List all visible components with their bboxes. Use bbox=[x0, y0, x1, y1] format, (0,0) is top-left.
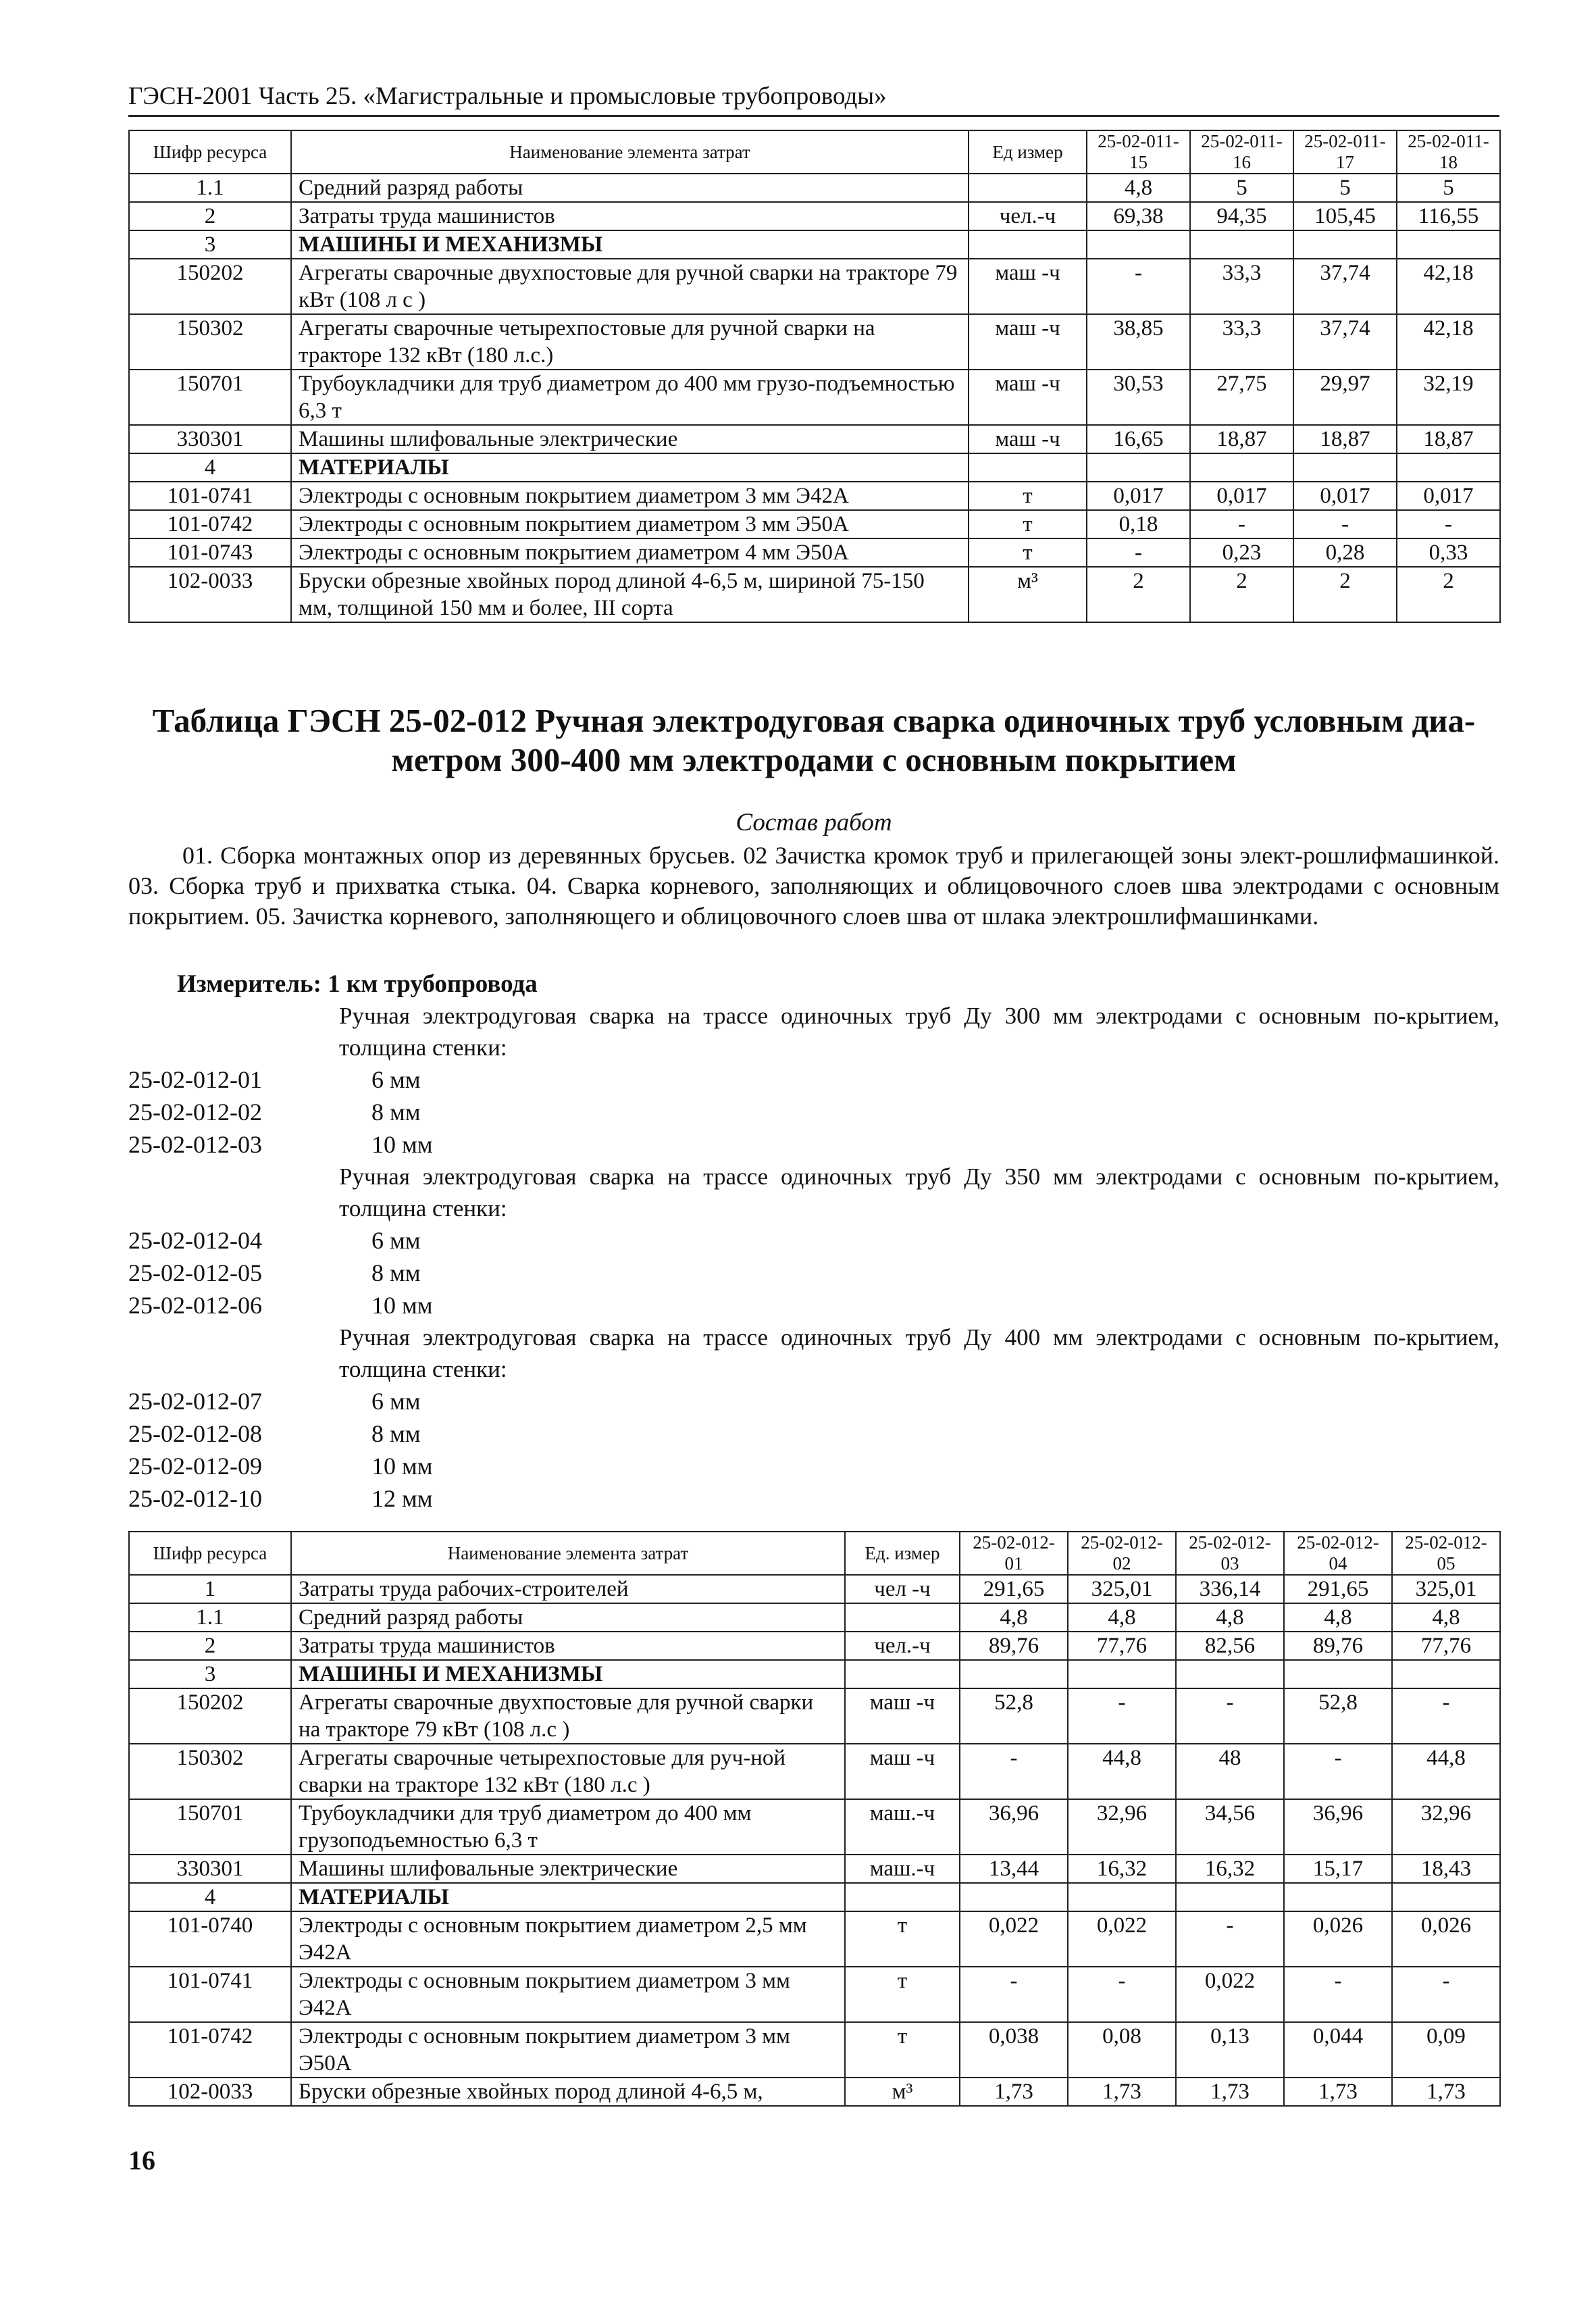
resource-value: - bbox=[1176, 1688, 1284, 1744]
resource-code: 330301 bbox=[129, 1855, 291, 1883]
resource-value: 291,65 bbox=[960, 1575, 1068, 1603]
norm-code: 25-02-012-04 bbox=[128, 1227, 262, 1254]
resource-value: 37,74 bbox=[1293, 314, 1397, 370]
resource-code: 101-0741 bbox=[129, 1967, 291, 2022]
resource-value: 0,017 bbox=[1190, 482, 1293, 510]
resource-code: 330301 bbox=[129, 425, 291, 453]
resource-value: 34,56 bbox=[1176, 1799, 1284, 1855]
resource-value: 0,022 bbox=[1176, 1967, 1284, 2022]
resource-unit: маш -ч bbox=[845, 1744, 960, 1799]
norm-code: 25-02-012-09 bbox=[128, 1453, 262, 1480]
resource-value: 77,76 bbox=[1068, 1632, 1176, 1660]
resource-name: Электроды с основным покрытием диаметром 4 мм Э50А bbox=[291, 538, 969, 567]
resource-value: - bbox=[1087, 259, 1190, 314]
resource-name: Электроды с основным покрытием диаметром 3 мм Э42А bbox=[291, 1967, 845, 2022]
resource-name: Агрегаты сварочные четырехпостовые для ручной сварки на тракторе 132 кВт (180 л.с.) bbox=[291, 314, 969, 370]
resource-name: Электроды с основным покрытием диаметром 3 мм Э50А bbox=[291, 2022, 845, 2078]
resource-name: Машины шлифовальные электрические bbox=[291, 425, 969, 453]
resource-value: 44,8 bbox=[1392, 1744, 1500, 1799]
resource-code: 101-0743 bbox=[129, 538, 291, 567]
resource-value: 4,8 bbox=[960, 1603, 1068, 1632]
resource-unit: маш -ч bbox=[969, 425, 1087, 453]
resource-unit bbox=[969, 230, 1087, 259]
resource-name: МАТЕРИАЛЫ bbox=[291, 1883, 845, 1911]
resource-value: - bbox=[1176, 1911, 1284, 1967]
header-col-5: 25-02-012-05 bbox=[1392, 1532, 1500, 1575]
norm-code: 25-02-012-06 bbox=[128, 1292, 262, 1319]
resource-value: 42,18 bbox=[1397, 259, 1500, 314]
resource-value: 13,44 bbox=[960, 1855, 1068, 1883]
resource-unit: м³ bbox=[969, 567, 1087, 622]
table-row bbox=[129, 538, 1500, 567]
group-description: Ручная электродуговая сварка на трассе одиночных труб Ду 350 мм электродами с основным по-крытием, толщина стенки: bbox=[339, 1163, 1499, 1222]
resource-value: 1,73 bbox=[1284, 2078, 1392, 2106]
header-col-2: 25-02-011-16 bbox=[1190, 130, 1293, 174]
resource-value: 27,75 bbox=[1190, 370, 1293, 425]
resource-table-012 bbox=[128, 1531, 1501, 2107]
norm-entry bbox=[128, 1385, 1499, 1417]
resource-value bbox=[1284, 1883, 1392, 1911]
wall-thickness: 8 мм bbox=[371, 1099, 421, 1126]
resource-unit: т bbox=[845, 2022, 960, 2078]
header-col-4: 25-02-011-18 bbox=[1397, 130, 1500, 174]
resource-value: - bbox=[1068, 1967, 1176, 2022]
resource-value: - bbox=[1397, 510, 1500, 538]
resource-code: 2 bbox=[129, 202, 291, 230]
resource-value: 15,17 bbox=[1284, 1855, 1392, 1883]
resource-code: 150202 bbox=[129, 259, 291, 314]
resource-value bbox=[1293, 230, 1397, 259]
resource-value: 325,01 bbox=[1392, 1575, 1500, 1603]
wall-thickness: 6 мм bbox=[371, 1066, 421, 1093]
group-description: Ручная электродуговая сварка на трассе одиночных труб Ду 300 мм электродами с основным по-крытием, толщина стенки: bbox=[339, 1003, 1499, 1061]
resource-name: Электроды с основным покрытием диаметром 3 мм Э42А bbox=[291, 482, 969, 510]
resource-value: 16,32 bbox=[1176, 1855, 1284, 1883]
header-col-2: 25-02-012-02 bbox=[1068, 1532, 1176, 1575]
table-row bbox=[129, 370, 1500, 425]
norm-code: 25-02-012-07 bbox=[128, 1388, 262, 1415]
table-row bbox=[129, 2022, 1500, 2078]
resource-code: 4 bbox=[129, 1883, 291, 1911]
table-row bbox=[129, 482, 1500, 510]
resource-value: 36,96 bbox=[960, 1799, 1068, 1855]
group-description: Ручная электродуговая сварка на трассе одиночных труб Ду 400 мм электродами с основным по-крытием, толщина стенки: bbox=[339, 1324, 1499, 1382]
resource-value: - bbox=[1284, 1967, 1392, 2022]
resource-unit: чел.-ч bbox=[969, 202, 1087, 230]
resource-value: 0,017 bbox=[1087, 482, 1190, 510]
resource-value: 4,8 bbox=[1176, 1603, 1284, 1632]
section-row bbox=[129, 230, 1500, 259]
resource-code: 102-0033 bbox=[129, 567, 291, 622]
resource-code: 3 bbox=[129, 230, 291, 259]
resource-value bbox=[1392, 1883, 1500, 1911]
header-code: Шифр ресурса bbox=[129, 130, 291, 174]
works-description: 01. Сборка монтажных опор из деревянных брусьев. 02 Зачистка кромок труб и прилегающей зоны элект-рошлифмашинкой. 03. Сборка труб и прихватка стыка. 04. Сварка корневого, заполняющих и облицовочного слоев шва электродами с основным покрытием. 05. Зачистка корневого, заполняющего и облицовочного слоев шва от шлака электрошлифмашинками. bbox=[128, 842, 1499, 930]
resource-value: 2 bbox=[1293, 567, 1397, 622]
resource-value: 4,8 bbox=[1068, 1603, 1176, 1632]
table-row bbox=[129, 314, 1500, 370]
norm-code: 25-02-012-05 bbox=[128, 1259, 262, 1286]
resource-value: - bbox=[1284, 1744, 1392, 1799]
resource-table-011-body bbox=[129, 130, 1500, 622]
resource-value: 116,55 bbox=[1397, 202, 1500, 230]
table-row bbox=[129, 259, 1500, 314]
page-number: 16 bbox=[128, 2145, 155, 2175]
resource-code: 150302 bbox=[129, 314, 291, 370]
resource-value: - bbox=[960, 1967, 1068, 2022]
table-row bbox=[129, 1575, 1500, 1603]
resource-name: Средний разряд работы bbox=[291, 174, 969, 202]
resource-value: 1,73 bbox=[1068, 2078, 1176, 2106]
resource-name: Агрегаты сварочные четырехпостовые для руч-ной сварки на тракторе 132 кВт (180 л.с ) bbox=[291, 1744, 845, 1799]
norm-entry bbox=[128, 1224, 1499, 1257]
resource-value: 5 bbox=[1397, 174, 1500, 202]
resource-value: 5 bbox=[1190, 174, 1293, 202]
resource-name: МАШИНЫ И МЕХАНИЗМЫ bbox=[291, 1660, 845, 1688]
resource-name: Трубоукладчики для труб диаметром до 400 мм грузо-подъемностью 6,3 т bbox=[291, 370, 969, 425]
norm-entry bbox=[128, 1450, 1499, 1482]
resource-code: 150302 bbox=[129, 1744, 291, 1799]
resource-value: 105,45 bbox=[1293, 202, 1397, 230]
resource-value: 4,8 bbox=[1392, 1603, 1500, 1632]
resource-unit: маш -ч bbox=[845, 1688, 960, 1744]
resource-unit: маш -ч bbox=[969, 259, 1087, 314]
resource-value: - bbox=[1087, 538, 1190, 567]
resource-name: Агрегаты сварочные двухпостовые для ручной сварки на тракторе 79 кВт (108 л с ) bbox=[291, 259, 969, 314]
resource-value: - bbox=[960, 1744, 1068, 1799]
resource-value: 36,96 bbox=[1284, 1799, 1392, 1855]
section-row bbox=[129, 1660, 1500, 1688]
header-col-4: 25-02-012-04 bbox=[1284, 1532, 1392, 1575]
resource-unit: маш -ч bbox=[969, 370, 1087, 425]
norm-entry bbox=[128, 1063, 1499, 1096]
resource-value: - bbox=[1190, 510, 1293, 538]
norm-entry bbox=[128, 1128, 1499, 1161]
resource-table-012-body bbox=[129, 1532, 1500, 2106]
resource-value: 0,017 bbox=[1397, 482, 1500, 510]
resource-value: 4,8 bbox=[1087, 174, 1190, 202]
norm-code: 25-02-012-08 bbox=[128, 1420, 262, 1447]
norm-code: 25-02-012-02 bbox=[128, 1099, 262, 1126]
resource-value: - bbox=[1068, 1688, 1176, 1744]
table-row bbox=[129, 1911, 1500, 1967]
resource-value: 48 bbox=[1176, 1744, 1284, 1799]
resource-name: Машины шлифовальные электрические bbox=[291, 1855, 845, 1883]
resource-name: МАШИНЫ И МЕХАНИЗМЫ bbox=[291, 230, 969, 259]
resource-unit: т bbox=[845, 1911, 960, 1967]
resource-value: 2 bbox=[1397, 567, 1500, 622]
resource-code: 101-0742 bbox=[129, 2022, 291, 2078]
table-row bbox=[129, 2078, 1500, 2106]
resource-value: 0,038 bbox=[960, 2022, 1068, 2078]
resource-value: 18,87 bbox=[1397, 425, 1500, 453]
resource-value: - bbox=[1392, 1688, 1500, 1744]
resource-value: 0,18 bbox=[1087, 510, 1190, 538]
resource-value: 69,38 bbox=[1087, 202, 1190, 230]
resource-value: 89,76 bbox=[1284, 1632, 1392, 1660]
resource-code: 101-0740 bbox=[129, 1911, 291, 1967]
resource-name: Затраты труда рабочих-строителей bbox=[291, 1575, 845, 1603]
table-title: Таблица ГЭСН 25-02-012 Ручная электродуговая сварка одиночных труб условным диа-метром 300-400 мм электродами с основным покрытием bbox=[152, 702, 1476, 778]
wall-thickness: 6 мм bbox=[371, 1227, 421, 1254]
resource-value: 1,73 bbox=[960, 2078, 1068, 2106]
resource-unit: чел -ч bbox=[845, 1575, 960, 1603]
resource-unit bbox=[845, 1603, 960, 1632]
wall-thickness: 12 мм bbox=[371, 1485, 433, 1512]
resource-value: 89,76 bbox=[960, 1632, 1068, 1660]
resource-unit: маш.-ч bbox=[845, 1855, 960, 1883]
resource-value: 33,3 bbox=[1190, 259, 1293, 314]
resource-value: 0,022 bbox=[1068, 1911, 1176, 1967]
resource-value: 16,65 bbox=[1087, 425, 1190, 453]
resource-unit: чел.-ч bbox=[845, 1632, 960, 1660]
resource-unit: т bbox=[969, 482, 1087, 510]
resource-value: - bbox=[1392, 1967, 1500, 2022]
resource-unit: т bbox=[969, 538, 1087, 567]
resource-code: 2 bbox=[129, 1632, 291, 1660]
resource-value bbox=[1176, 1660, 1284, 1688]
resource-code: 150701 bbox=[129, 370, 291, 425]
resource-unit bbox=[845, 1660, 960, 1688]
norm-entry-list bbox=[128, 1000, 1499, 1515]
table-row bbox=[129, 567, 1500, 622]
norm-entry bbox=[128, 1096, 1499, 1128]
header-unit: Ед. измер bbox=[845, 1532, 960, 1575]
table-row bbox=[129, 1967, 1500, 2022]
resource-value: 336,14 bbox=[1176, 1575, 1284, 1603]
resource-unit: маш.-ч bbox=[845, 1799, 960, 1855]
wall-thickness: 8 мм bbox=[371, 1420, 421, 1447]
resource-value bbox=[1190, 230, 1293, 259]
resource-code: 1.1 bbox=[129, 174, 291, 202]
resource-code: 101-0742 bbox=[129, 510, 291, 538]
resource-unit: т bbox=[969, 510, 1087, 538]
resource-name: Бруски обрезные хвойных пород длиной 4-6,5 м, bbox=[291, 2078, 845, 2106]
resource-value: 38,85 bbox=[1087, 314, 1190, 370]
resource-code: 1 bbox=[129, 1575, 291, 1603]
resource-value: 0,28 bbox=[1293, 538, 1397, 567]
resource-name: Трубоукладчики для труб диаметром до 400 мм грузоподъемностью 6,3 т bbox=[291, 1799, 845, 1855]
table-row bbox=[129, 174, 1500, 202]
resource-value bbox=[1190, 453, 1293, 482]
resource-name: Электроды с основным покрытием диаметром 2,5 мм Э42А bbox=[291, 1911, 845, 1967]
resource-code: 4 bbox=[129, 453, 291, 482]
resource-unit: т bbox=[845, 1967, 960, 2022]
works-heading: Состав работ bbox=[736, 809, 892, 836]
resource-code: 102-0033 bbox=[129, 2078, 291, 2106]
table-header-row bbox=[129, 1532, 1500, 1575]
resource-value: 0,026 bbox=[1284, 1911, 1392, 1967]
running-header: ГЭСН-2001 Часть 25. «Магистральные и промысловые трубопроводы» bbox=[128, 82, 887, 110]
table-row bbox=[129, 1744, 1500, 1799]
norm-code: 25-02-012-10 bbox=[128, 1485, 262, 1512]
resource-unit: м³ bbox=[845, 2078, 960, 2106]
header-col-1: 25-02-012-01 bbox=[960, 1532, 1068, 1575]
resource-value: 29,97 bbox=[1293, 370, 1397, 425]
table-row bbox=[129, 510, 1500, 538]
resource-value: 0,08 bbox=[1068, 2022, 1176, 2078]
norm-entry bbox=[128, 1257, 1499, 1289]
table-row bbox=[129, 1688, 1500, 1744]
resource-value: 94,35 bbox=[1190, 202, 1293, 230]
section-row bbox=[129, 453, 1500, 482]
resource-value bbox=[1392, 1660, 1500, 1688]
resource-value bbox=[960, 1660, 1068, 1688]
table-row bbox=[129, 202, 1500, 230]
header-col-3: 25-02-011-17 bbox=[1293, 130, 1397, 174]
resource-value: 1,73 bbox=[1392, 2078, 1500, 2106]
resource-value: 325,01 bbox=[1068, 1575, 1176, 1603]
measure-unit: Измеритель: 1 км трубопровода bbox=[177, 970, 538, 998]
resource-value: 0,23 bbox=[1190, 538, 1293, 567]
wall-thickness: 10 мм bbox=[371, 1131, 433, 1158]
wall-thickness: 8 мм bbox=[371, 1259, 421, 1286]
header-name: Наименование элемента затрат bbox=[291, 1532, 845, 1575]
resource-value: 18,87 bbox=[1293, 425, 1397, 453]
resource-value: 32,96 bbox=[1392, 1799, 1500, 1855]
table-row bbox=[129, 1855, 1500, 1883]
resource-value: - bbox=[1293, 510, 1397, 538]
resource-value bbox=[1087, 453, 1190, 482]
resource-value bbox=[1397, 453, 1500, 482]
resource-name: Средний разряд работы bbox=[291, 1603, 845, 1632]
resource-code: 101-0741 bbox=[129, 482, 291, 510]
resource-value: 1,73 bbox=[1176, 2078, 1284, 2106]
resource-value bbox=[1087, 230, 1190, 259]
resource-value: 37,74 bbox=[1293, 259, 1397, 314]
table-row bbox=[129, 1799, 1500, 1855]
resource-value: 33,3 bbox=[1190, 314, 1293, 370]
resource-unit: маш -ч bbox=[969, 314, 1087, 370]
resource-code: 3 bbox=[129, 1660, 291, 1688]
header-rule bbox=[128, 115, 1499, 117]
resource-unit bbox=[969, 174, 1087, 202]
resource-value: 5 bbox=[1293, 174, 1397, 202]
resource-name: Бруски обрезные хвойных пород длиной 4-6,5 м, шириной 75-150 мм, толщиной 150 мм и более, III сорта bbox=[291, 567, 969, 622]
resource-value: 30,53 bbox=[1087, 370, 1190, 425]
wall-thickness: 6 мм bbox=[371, 1388, 421, 1415]
resource-value: 291,65 bbox=[1284, 1575, 1392, 1603]
resource-value: 32,96 bbox=[1068, 1799, 1176, 1855]
resource-value: 52,8 bbox=[1284, 1688, 1392, 1744]
resource-value bbox=[1284, 1660, 1392, 1688]
norm-code: 25-02-012-03 bbox=[128, 1131, 262, 1158]
resource-value: 0,026 bbox=[1392, 1911, 1500, 1967]
resource-value: 0,13 bbox=[1176, 2022, 1284, 2078]
resource-value: 44,8 bbox=[1068, 1744, 1176, 1799]
header-col-3: 25-02-012-03 bbox=[1176, 1532, 1284, 1575]
resource-unit bbox=[845, 1883, 960, 1911]
header-name: Наименование элемента затрат bbox=[291, 130, 969, 174]
resource-name: Затраты труда машинистов bbox=[291, 1632, 845, 1660]
resource-value: 32,19 bbox=[1397, 370, 1500, 425]
table-row bbox=[129, 425, 1500, 453]
resource-value: 2 bbox=[1190, 567, 1293, 622]
resource-table-011 bbox=[128, 130, 1501, 623]
resource-unit bbox=[969, 453, 1087, 482]
norm-entry bbox=[128, 1482, 1499, 1515]
resource-value: 0,09 bbox=[1392, 2022, 1500, 2078]
resource-value: 82,56 bbox=[1176, 1632, 1284, 1660]
resource-name: МАТЕРИАЛЫ bbox=[291, 453, 969, 482]
resource-value bbox=[1068, 1660, 1176, 1688]
resource-name: Затраты труда машинистов bbox=[291, 202, 969, 230]
resource-value bbox=[960, 1883, 1068, 1911]
resource-value: 2 bbox=[1087, 567, 1190, 622]
resource-value: 0,044 bbox=[1284, 2022, 1392, 2078]
resource-code: 150701 bbox=[129, 1799, 291, 1855]
resource-value: 16,32 bbox=[1068, 1855, 1176, 1883]
section-row bbox=[129, 1883, 1500, 1911]
resource-value: 4,8 bbox=[1284, 1603, 1392, 1632]
resource-value bbox=[1397, 230, 1500, 259]
resource-code: 150202 bbox=[129, 1688, 291, 1744]
resource-value: 52,8 bbox=[960, 1688, 1068, 1744]
resource-name: Электроды с основным покрытием диаметром 3 мм Э50А bbox=[291, 510, 969, 538]
header-col-1: 25-02-011-15 bbox=[1087, 130, 1190, 174]
resource-value: 0,017 bbox=[1293, 482, 1397, 510]
wall-thickness: 10 мм bbox=[371, 1292, 433, 1319]
resource-value: 0,022 bbox=[960, 1911, 1068, 1967]
resource-name: Агрегаты сварочные двухпостовые для ручной сварки на тракторе 79 кВт (108 л.с ) bbox=[291, 1688, 845, 1744]
table-row bbox=[129, 1603, 1500, 1632]
resource-code: 1.1 bbox=[129, 1603, 291, 1632]
resource-value: 18,43 bbox=[1392, 1855, 1500, 1883]
norm-code: 25-02-012-01 bbox=[128, 1066, 262, 1093]
header-unit: Ед измер bbox=[969, 130, 1087, 174]
resource-value: 77,76 bbox=[1392, 1632, 1500, 1660]
resource-value bbox=[1176, 1883, 1284, 1911]
resource-value: 0,33 bbox=[1397, 538, 1500, 567]
resource-value: 18,87 bbox=[1190, 425, 1293, 453]
resource-value bbox=[1068, 1883, 1176, 1911]
resource-value: 42,18 bbox=[1397, 314, 1500, 370]
table-row bbox=[129, 1632, 1500, 1660]
norm-entry bbox=[128, 1417, 1499, 1450]
norm-entry bbox=[128, 1289, 1499, 1322]
wall-thickness: 10 мм bbox=[371, 1453, 433, 1480]
header-code: Шифр ресурса bbox=[129, 1532, 291, 1575]
resource-value bbox=[1293, 453, 1397, 482]
table-header-row bbox=[129, 130, 1500, 174]
